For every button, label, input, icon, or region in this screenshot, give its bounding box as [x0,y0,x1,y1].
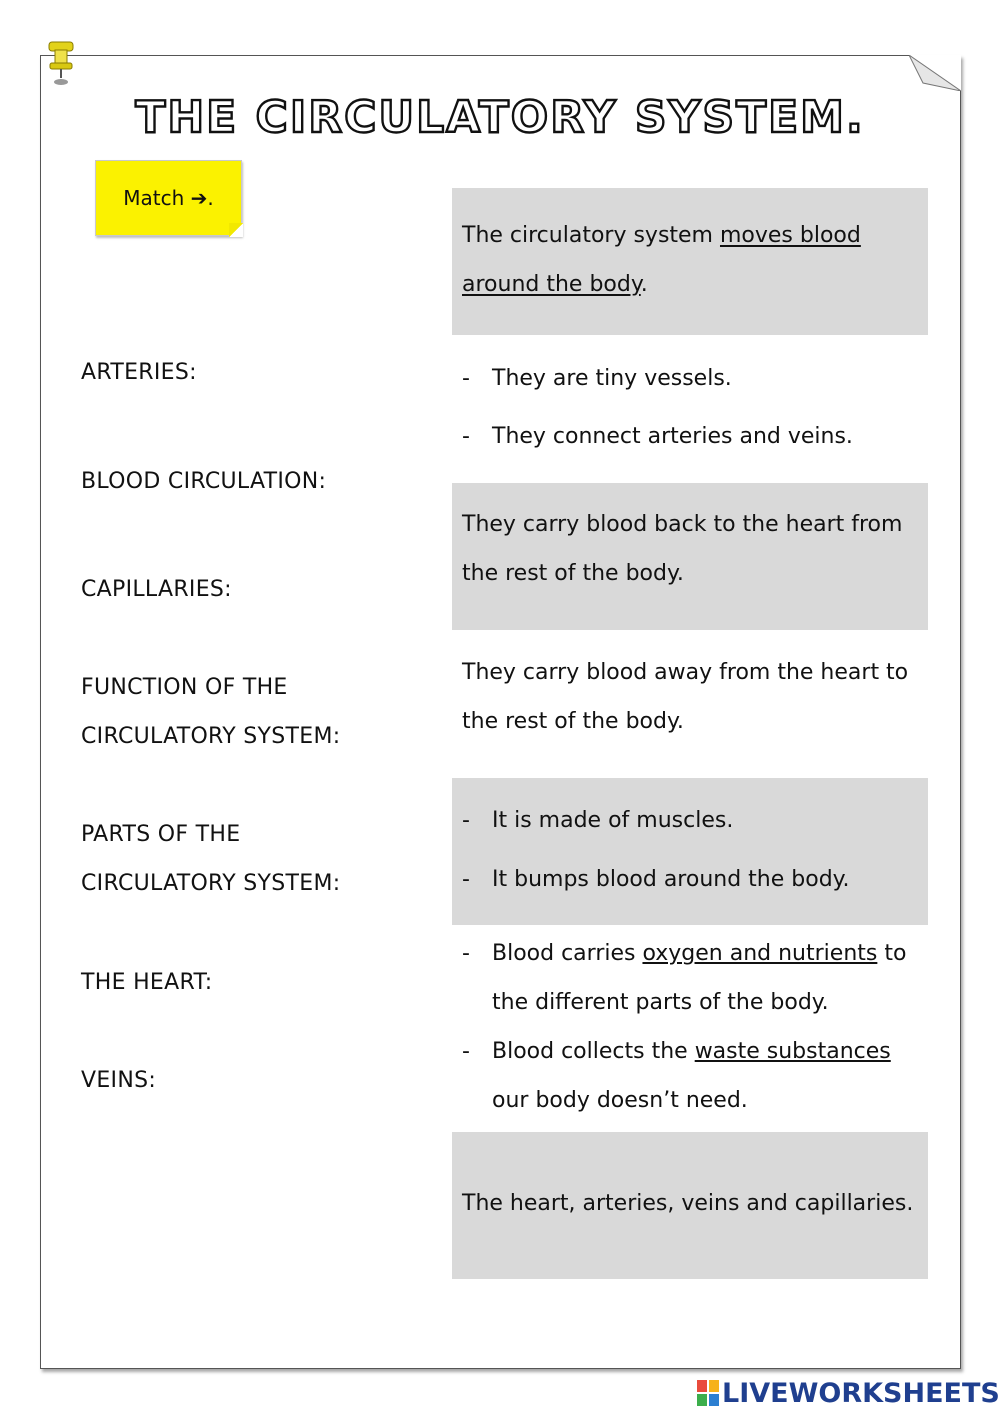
def-text: Blood collects the [492,1039,695,1064]
definition-heart[interactable] [452,778,928,925]
definition-arteries[interactable] [452,630,928,778]
term-veins[interactable]: VEINS: [81,1068,157,1093]
bullet-dash: - [462,941,470,966]
def-text: They carry blood back to the heart from [462,512,903,537]
bullet-dash: - [462,1039,470,1064]
def-text: It is made of muscles. [492,808,734,833]
definition-function[interactable] [452,188,928,335]
def-text: the rest of the body. [462,561,684,586]
bullet-dash: - [462,867,470,892]
term-parts-line2[interactable]: CIRCULATORY SYSTEM: [81,871,341,896]
def-underlined: waste substances [694,1039,891,1064]
def-text: The heart, arteries, veins and capillaries. [462,1191,914,1216]
def-underlined: oxygen and nutrients [642,941,878,966]
logo-text: LIVEWORKSHEETS [722,1377,1000,1409]
def-text: They connect arteries and veins. [492,424,853,449]
note-curl [229,223,243,237]
pushpin-icon [46,40,76,88]
def-text: The circulatory system [462,223,720,248]
def-text: They carry blood away from the heart to [462,660,909,685]
instruction-note [95,160,242,236]
def-underlined: moves blood [719,223,861,248]
def-text: Blood carries [492,941,643,966]
def-text: . [640,272,648,297]
page-title: THE CIRCULATORY SYSTEM. [135,92,865,143]
definition-capillaries[interactable] [452,335,928,483]
definition-parts[interactable] [452,1132,928,1279]
def-text: the rest of the body. [462,709,684,734]
term-arteries[interactable]: ARTERIES: [81,360,197,385]
def-text: our body doesn’t need. [492,1088,748,1113]
logo-mark-icon [697,1380,719,1406]
definition-blood-circulation[interactable] [452,925,928,1132]
bullet-dash: - [462,808,470,833]
term-capillaries[interactable]: CAPILLARIES: [81,577,232,602]
definition-veins[interactable] [452,483,928,630]
bullet-dash: - [462,366,470,391]
bullet-dash: - [462,424,470,449]
page-fold-corner [909,55,961,91]
def-underlined: around the body [462,272,641,297]
term-the-heart[interactable]: THE HEART: [81,970,213,995]
instruction-text: Match ➔. [123,186,214,210]
liveworksheets-logo[interactable] [697,1376,1000,1410]
def-text: It bumps blood around the body. [492,867,850,892]
def-text: the different parts of the body. [492,990,829,1015]
term-blood-circulation[interactable]: BLOOD CIRCULATION: [81,469,327,494]
term-parts-line1[interactable]: PARTS OF THE [81,822,241,847]
def-text: to [877,941,907,966]
term-function-line2[interactable]: CIRCULATORY SYSTEM: [81,724,341,749]
term-function-line1[interactable]: FUNCTION OF THE [81,675,288,700]
def-text: They are tiny vessels. [492,366,732,391]
